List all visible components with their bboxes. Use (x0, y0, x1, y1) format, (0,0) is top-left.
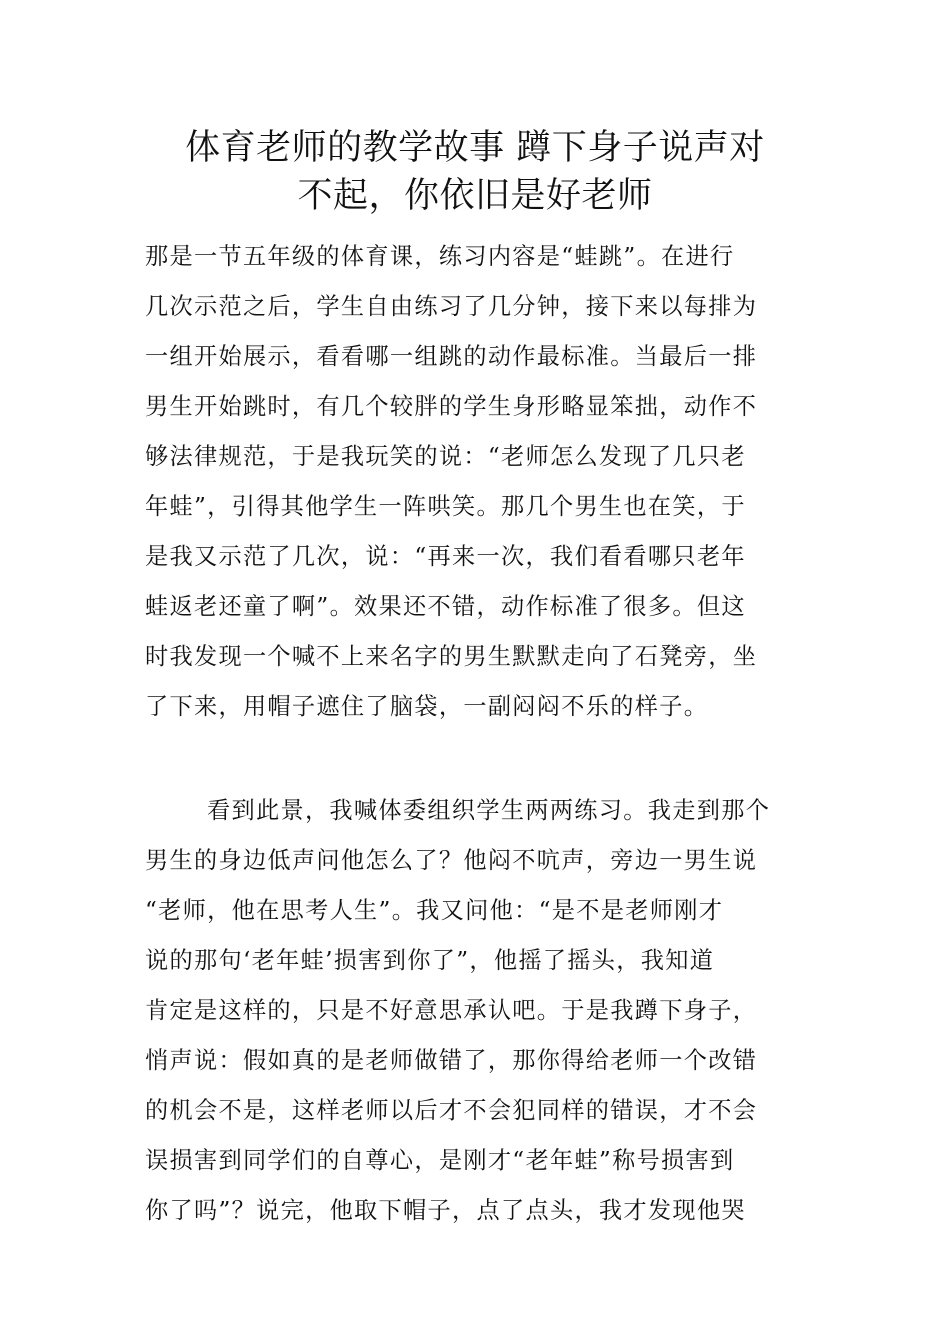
text-line: 那是一节五年级的体育课，练习内容是“蛙跳”。在进行 (145, 243, 735, 270)
text-line: 男生开始跳时，有几个较胖的学生身形略显笨拙，动作不 (145, 393, 758, 420)
text-line: 时我发现一个喊不上来名字的男生默默走向了石凳旁，坐 (145, 643, 758, 670)
text-line: 误损害到同学们的自尊心，是刚才“老年蛙”称号损害到 (145, 1147, 735, 1174)
text-line: 够法律规范，于是我玩笑的说：“老师怎么发现了几只老 (145, 443, 746, 470)
text-line: 你了吗”？说完，他取下帽子，点了点头，我才发现他哭 (145, 1197, 746, 1224)
text-line: 是我又示范了几次，说：“再来一次，我们看看哪只老年 (145, 543, 746, 570)
title-line: 体育老师的教学故事 蹲下身子说声对 (185, 128, 765, 168)
text-line: 说的那句‘老年蛙’损害到你了”，他摇了摇头，我知道 (145, 947, 715, 974)
text-line: 了下来，用帽子遮住了脑袋，一副闷闷不乐的样子。 (145, 693, 709, 720)
text-line: 一组开始展示，看看哪一组跳的动作最标准。当最后一排 (145, 343, 758, 370)
document-title (145, 124, 805, 220)
paragraph-1 (145, 232, 810, 732)
text-line: 的机会不是，这样老师以后才不会犯同样的错误，才不会 (145, 1097, 758, 1124)
document-body (145, 232, 810, 1236)
text-line: 男生的身边低声问他怎么了？他闷不吭声，旁边一男生说 (145, 847, 758, 874)
text-line: 蛙返老还童了啊”。效果还不错，动作标准了很多。但这 (145, 593, 746, 620)
text-line: 年蛙”，引得其他学生一阵哄笑。那几个男生也在笑，于 (145, 493, 746, 520)
title-line: 不起，你依旧是好老师 (297, 176, 653, 216)
text-line: “老师，他在思考人生”。我又问他：“是不是老师刚才 (145, 897, 724, 924)
text-line: 看到此景，我喊体委组织学生两两练习。我走到那个 (207, 797, 771, 824)
paragraph-spacer (145, 732, 810, 786)
paragraph-2 (145, 786, 810, 1236)
text-line: 悄声说：假如真的是老师做错了，那你得给老师一个改错 (145, 1047, 758, 1074)
text-line: 几次示范之后，学生自由练习了几分钟，接下来以每排为 (145, 293, 758, 320)
text-line: 肯定是这样的，只是不好意思承认吧。于是我蹲下身子， (145, 997, 758, 1024)
